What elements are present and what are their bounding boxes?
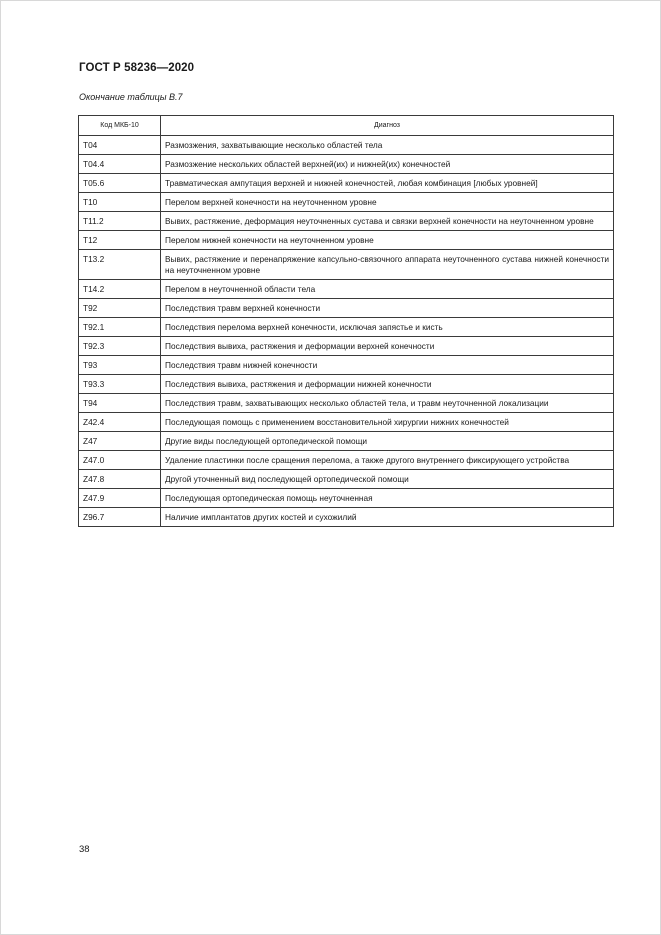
diagnosis-cell: Другие виды последующей ортопедической помощи <box>161 432 614 451</box>
table-row <box>79 193 614 212</box>
diagnosis-table <box>78 115 614 527</box>
table-row <box>79 318 614 337</box>
code-cell: Z47 <box>79 432 161 451</box>
table-caption: Окончание таблицы В.7 <box>79 92 183 102</box>
code-cell: Z42.4 <box>79 413 161 432</box>
diagnosis-cell: Последующая ортопедическая помощь неуточненная <box>161 489 614 508</box>
diagnosis-cell: Последствия перелома верхней конечности, исключая запястье и кисть <box>161 318 614 337</box>
table-row <box>79 451 614 470</box>
table-row <box>79 212 614 231</box>
table-row <box>79 155 614 174</box>
code-cell: T93 <box>79 356 161 375</box>
table-row <box>79 174 614 193</box>
code-cell: Z47.8 <box>79 470 161 489</box>
code-cell: Z96.7 <box>79 508 161 527</box>
diagnosis-cell: Последствия вывиха, растяжения и деформации нижней конечности <box>161 375 614 394</box>
column-header-code: Код МКБ-10 <box>79 116 161 136</box>
diagnosis-cell: Последствия травм, захватывающих несколько областей тела, и травм неуточненной локализации <box>161 394 614 413</box>
table-row <box>79 231 614 250</box>
diagnosis-cell: Последствия вывиха, растяжения и деформации верхней конечности <box>161 337 614 356</box>
document-header: ГОСТ Р 58236—2020 <box>79 62 195 74</box>
table-row <box>79 136 614 155</box>
table-row <box>79 280 614 299</box>
code-cell: T12 <box>79 231 161 250</box>
table-row <box>79 470 614 489</box>
diagnosis-cell: Размозжения, захватывающие несколько областей тела <box>161 136 614 155</box>
table-header-row <box>79 116 614 136</box>
table-row <box>79 356 614 375</box>
code-cell: Z47.9 <box>79 489 161 508</box>
diagnosis-cell: Перелом в неуточненной области тела <box>161 280 614 299</box>
code-cell: T94 <box>79 394 161 413</box>
code-cell: T04 <box>79 136 161 155</box>
diagnosis-cell: Последующая помощь с применением восстановительной хирургии нижних конечностей <box>161 413 614 432</box>
code-cell: T93.3 <box>79 375 161 394</box>
code-cell: T92.1 <box>79 318 161 337</box>
code-cell: T13.2 <box>79 250 161 280</box>
table-row <box>79 375 614 394</box>
diagnosis-cell: Удаление пластинки после сращения перелома, а также другого внутреннего фиксирующего устройства <box>161 451 614 470</box>
code-cell: Z47.0 <box>79 451 161 470</box>
code-cell: T92.3 <box>79 337 161 356</box>
code-cell: T11.2 <box>79 212 161 231</box>
table-row <box>79 413 614 432</box>
code-cell: T14.2 <box>79 280 161 299</box>
code-cell: T10 <box>79 193 161 212</box>
table-body <box>79 136 614 527</box>
diagnosis-cell: Травматическая ампутация верхней и нижней конечностей, любая комбинация [любых уровней] <box>161 174 614 193</box>
code-cell: T04.4 <box>79 155 161 174</box>
diagnosis-cell: Последствия травм верхней конечности <box>161 299 614 318</box>
diagnosis-cell: Другой уточненный вид последующей ортопедической помощи <box>161 470 614 489</box>
table-row <box>79 250 614 280</box>
table-row <box>79 299 614 318</box>
code-cell: T92 <box>79 299 161 318</box>
table-row <box>79 508 614 527</box>
table-row <box>79 432 614 451</box>
table-row <box>79 337 614 356</box>
diagnosis-cell: Наличие имплантатов других костей и сухожилий <box>161 508 614 527</box>
diagnosis-cell: Перелом верхней конечности на неуточненном уровне <box>161 193 614 212</box>
table-row <box>79 489 614 508</box>
column-header-diagnosis: Диагноз <box>161 116 614 136</box>
diagnosis-cell: Вывих, растяжение и перенапряжение капсульно-связочного аппарата неуточненного сустава нижней конечности на неуточненном уровне <box>161 250 614 280</box>
diagnosis-cell: Последствия травм нижней конечности <box>161 356 614 375</box>
diagnosis-cell: Перелом нижней конечности на неуточненном уровне <box>161 231 614 250</box>
diagnosis-cell: Вывих, растяжение, деформация неуточненных сустава и связки верхней конечности на неуточненном уровне <box>161 212 614 231</box>
page-number: 38 <box>79 844 90 855</box>
table-row <box>79 394 614 413</box>
diagnosis-cell: Размозжение нескольких областей верхней(их) и нижней(их) конечностей <box>161 155 614 174</box>
code-cell: T05.6 <box>79 174 161 193</box>
